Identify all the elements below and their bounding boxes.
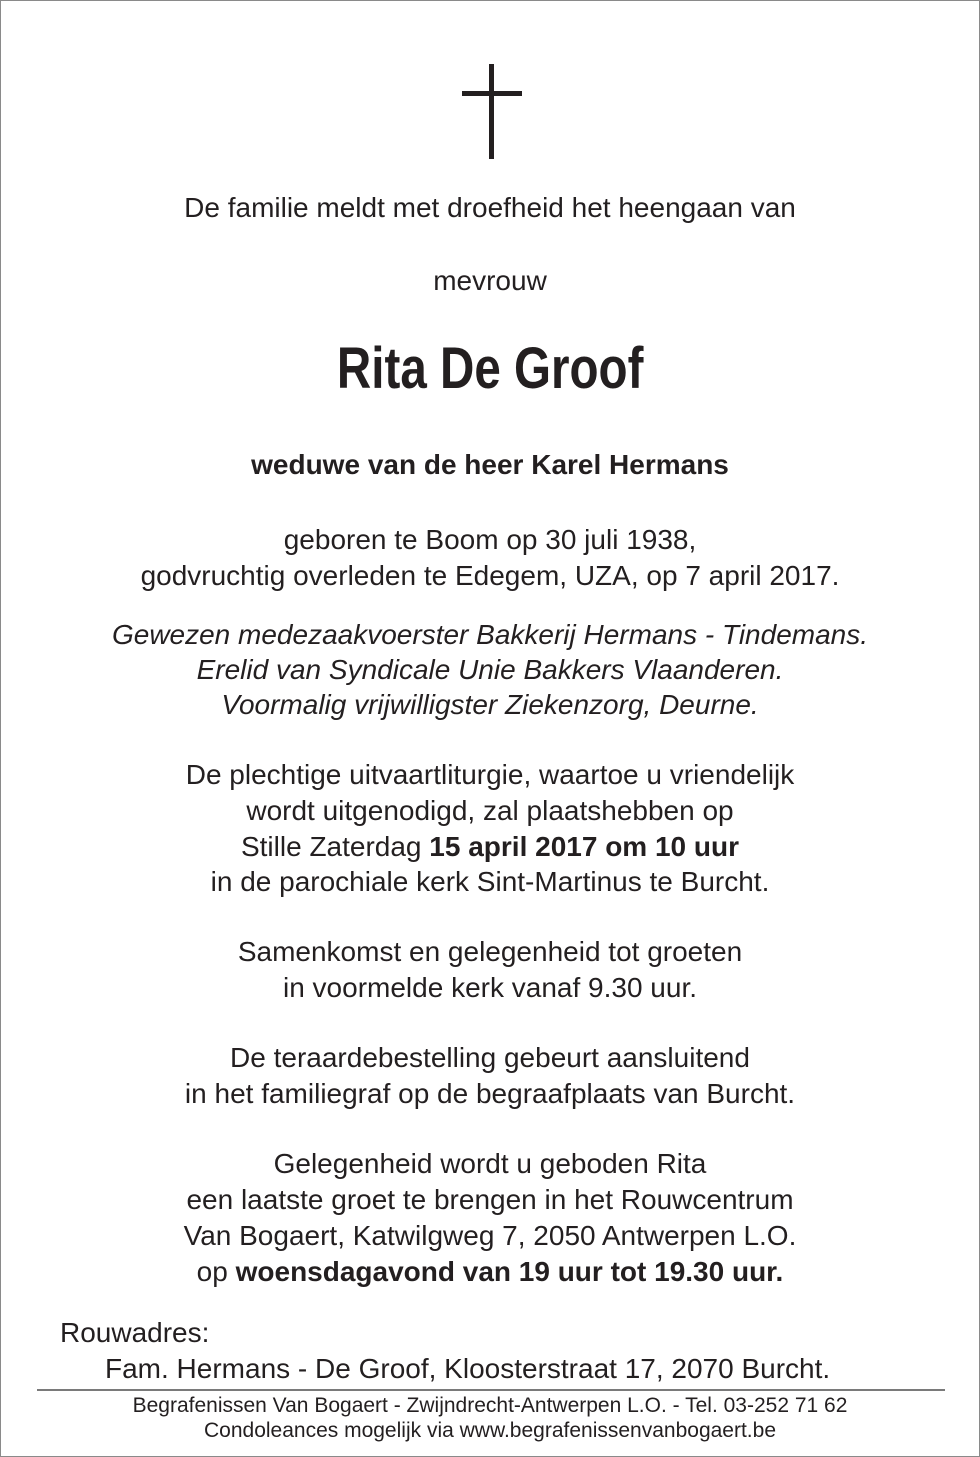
title-word: mevrouw xyxy=(433,265,547,296)
funeral-day: Stille Zaterdag xyxy=(240,831,422,862)
intro-text: De familie meldt met droefheid het heengaan van xyxy=(184,192,796,223)
farewell-time-line xyxy=(1,1254,979,1289)
funeral-line: in de parochiale kerk Sint-Martinus te Burcht. xyxy=(210,866,770,897)
condolences-line: Condoleances mogelijk via www.begrafenissenvanbogaert.be xyxy=(203,1419,776,1442)
funeral-datetime: 15 april 2017 om 10 uur xyxy=(429,831,740,862)
funeral-line: De plechtige uitvaartliturgie, waartoe u vriendelijk xyxy=(185,759,795,790)
death-line: godvruchtig overleden te Edegem, UZA, op 7 april 2017. xyxy=(140,560,840,591)
funeral-line: wordt uitgenodigd, zal plaatshebben op xyxy=(246,795,734,826)
mourning-address: Fam. Hermans - De Groof, Kloosterstraat 17, 2070 Burcht. xyxy=(105,1353,831,1384)
gathering-line: Samenkomst en gelegenheid tot groeten xyxy=(237,936,743,967)
footer-divider xyxy=(37,1389,945,1391)
widow-of-line: weduwe van de heer Karel Hermans xyxy=(251,449,729,480)
latin-cross-icon xyxy=(462,64,522,159)
funeral-date-line xyxy=(1,829,979,864)
funeral-home-line: Begrafenissen Van Bogaert - Zwijndrecht-Antwerpen L.O. - Tel. 03-252 71 62 xyxy=(132,1394,848,1417)
role-line: Erelid van Syndicale Unie Bakkers Vlaanderen. xyxy=(196,654,784,685)
birth-line: geboren te Boom op 30 juli 1938, xyxy=(283,524,697,555)
role-line: Voormalig vrijwilligster Ziekenzorg, Deurne. xyxy=(221,689,759,720)
role-line: Gewezen medezaakvoerster Bakkerij Hermans - Tindemans. xyxy=(111,619,869,650)
farewell-line: een laatste groet te brengen in het Rouwcentrum xyxy=(186,1184,794,1215)
farewell-datetime: woensdagavond van 19 uur tot 19.30 uur. xyxy=(235,1256,784,1287)
deceased-name: Rita De Groof xyxy=(336,336,644,401)
farewell-line: Van Bogaert, Katwilgweg 7, 2050 Antwerpen L.O. xyxy=(183,1220,797,1251)
burial-line: in het familiegraf op de begraafplaats van Burcht. xyxy=(184,1078,796,1109)
gathering-line: in voormelde kerk vanaf 9.30 uur. xyxy=(282,972,697,1003)
burial-line: De teraardebestelling gebeurt aansluitend xyxy=(230,1042,750,1073)
farewell-line: Gelegenheid wordt u geboden Rita xyxy=(273,1148,707,1179)
farewell-prefix: op xyxy=(196,1256,228,1287)
mourning-address-label: Rouwadres: xyxy=(60,1317,210,1348)
